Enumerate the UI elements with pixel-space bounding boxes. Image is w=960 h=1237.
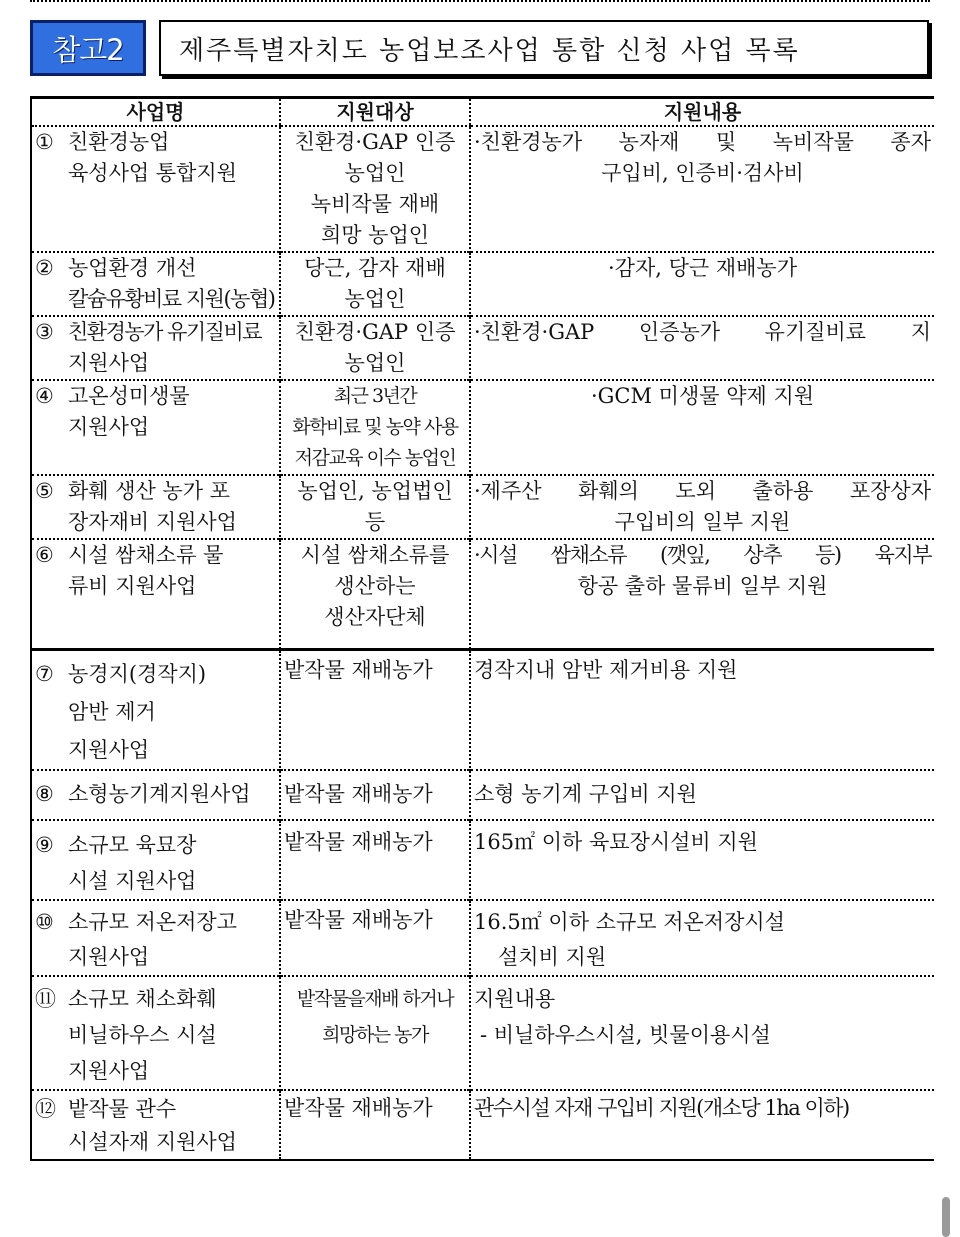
program-name-cell: ⑥ 시설 쌈채소류 물 류비 지원사업 <box>31 539 280 650</box>
target-cell: 밭작물 재배농가 <box>280 650 470 771</box>
target-cell: 농업인, 농업법인 등 <box>280 475 470 539</box>
content-cell: ·감자, 당근 재배농가 <box>470 252 934 316</box>
table-row <box>31 252 934 316</box>
table-row <box>31 1090 934 1160</box>
content-cell: 16.5㎡ 이하 소규모 저온저장시설 설치비 지원 <box>470 900 934 976</box>
program-name-cell: ⑫ 밭작물 관수 시설자재 지원사업 <box>31 1090 280 1160</box>
target-cell: 당근, 감자 재배 농업인 <box>280 252 470 316</box>
program-name-cell: ② 농업환경 개선 칼슘유황비료 지원(농협) <box>31 252 280 316</box>
program-name-cell: ⑦ 농경지(경작지) 암반 제거 지원사업 <box>31 650 280 771</box>
program-name-cell: ④ 고온성미생물 지원사업 <box>31 380 280 475</box>
table-row <box>31 475 934 539</box>
header-target: 지원대상 <box>280 98 470 127</box>
content-cell: 지원내용 - 비닐하우스시설, 빗물이용시설 <box>470 976 934 1090</box>
content-cell: ·친환경·GAP 인증농가 유기질비료 지 <box>470 316 934 380</box>
program-name-cell: ⑪ 소규모 채소화훼 비닐하우스 시설 지원사업 <box>31 976 280 1090</box>
table-row <box>31 900 934 976</box>
target-cell: 밭작물을재배 하거나 희망하는 농가 <box>280 976 470 1090</box>
table-header-row <box>31 98 934 127</box>
scrollbar-thumb[interactable] <box>942 1197 950 1237</box>
program-table-part-1 <box>30 96 934 651</box>
table-row <box>31 650 934 771</box>
program-name-cell: ① 친환경농업 육성사업 통합지원 <box>31 126 280 252</box>
content-cell: ·시설 쌈채소류 (깻잎, 상추 등) 육지부 항공 출하 물류비 일부 지원 <box>470 539 934 650</box>
table-row <box>31 126 934 252</box>
content-cell: ·GCM 미생물 약제 지원 <box>470 380 934 475</box>
table-row <box>31 380 934 475</box>
content-cell: 관수시설 자재 구입비 지원(개소당 1ha 이하) <box>470 1090 934 1160</box>
program-name-cell: ⑤ 화훼 생산 농가 포 장자재비 지원사업 <box>31 475 280 539</box>
target-cell: 친환경·GAP 인증 농업인 녹비작물 재배 희망 농업인 <box>280 126 470 252</box>
content-cell: ·제주산 화훼의 도외 출하용 포장상자 구입비의 일부 지원 <box>470 475 934 539</box>
reference-badge: 참고2 <box>30 20 146 76</box>
program-name-cell: ⑧ 소형농기계지원사업 <box>31 770 280 820</box>
top-dotted-rule <box>30 0 930 2</box>
target-cell: 친환경·GAP 인증 농업인 <box>280 316 470 380</box>
table-row <box>31 539 934 650</box>
table-row <box>31 770 934 820</box>
page-title: 제주특별자치도 농업보조사업 통합 신청 사업 목록 <box>159 20 929 76</box>
table-row <box>31 976 934 1090</box>
program-name-cell: ③ 친환경농가 유기질비료 지원사업 <box>31 316 280 380</box>
program-table-part-2 <box>30 648 934 1161</box>
target-cell: 밭작물 재배농가 <box>280 820 470 900</box>
header-content: 지원내용 <box>470 98 934 127</box>
content-cell: 소형 농기계 구입비 지원 <box>470 770 934 820</box>
target-cell: 밭작물 재배농가 <box>280 1090 470 1160</box>
target-cell: 밭작물 재배농가 <box>280 770 470 820</box>
table-row <box>31 316 934 380</box>
program-name-cell: ⑨ 소규모 육묘장 시설 지원사업 <box>31 820 280 900</box>
target-cell: 최근 3년간 화학비료 및 농약 사용 저감교육 이수 농업인 <box>280 380 470 475</box>
content-cell: 165㎡ 이하 육묘장시설비 지원 <box>470 820 934 900</box>
header-program-name: 사업명 <box>31 98 280 127</box>
content-cell: 경작지내 암반 제거비용 지원 <box>470 650 934 771</box>
table-row <box>31 820 934 900</box>
target-cell: 시설 쌈채소류를 생산하는 생산자단체 <box>280 539 470 650</box>
target-cell: 밭작물 재배농가 <box>280 900 470 976</box>
content-cell: ·친환경농가 농자재 및 녹비작물 종자 구입비, 인증비·검사비 <box>470 126 934 252</box>
program-name-cell: ⑩ 소규모 저온저장고 지원사업 <box>31 900 280 976</box>
